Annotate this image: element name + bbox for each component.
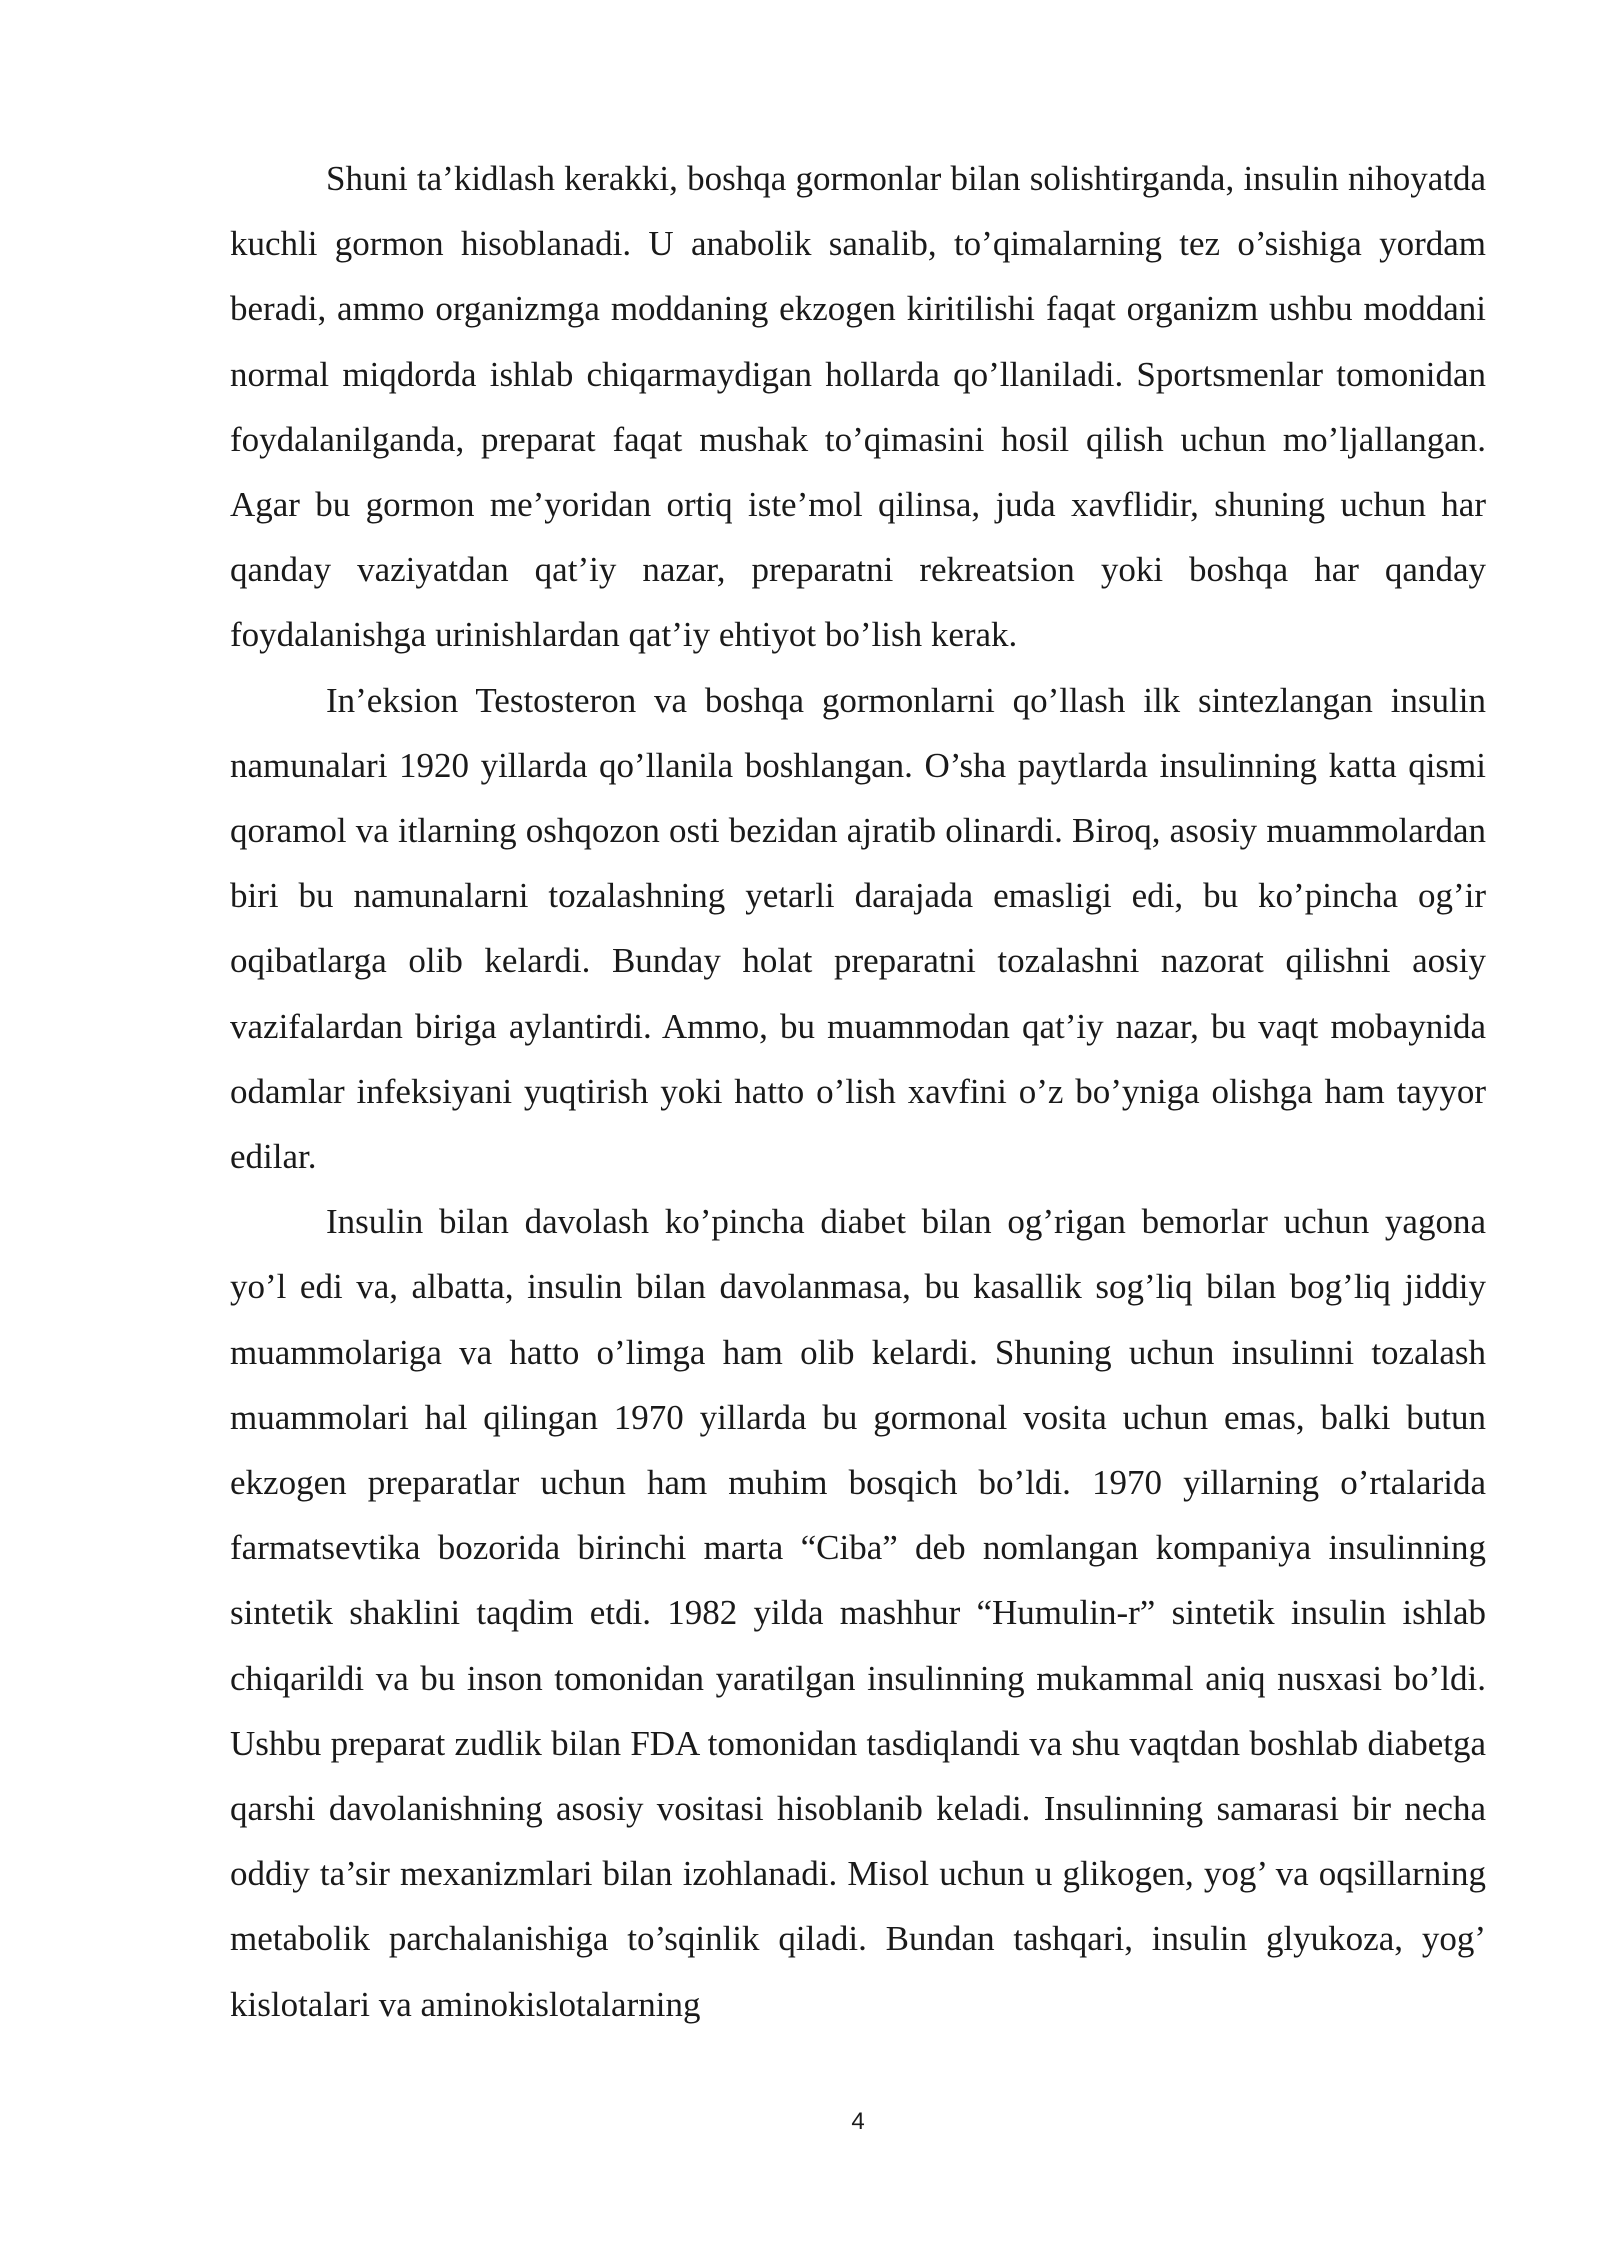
paragraph-3: Insulin bilan davolash ko’pincha diabet bilan og’rigan bemorlar uchun yagona yo’l edi va, albatta, insulin bilan davolanmasa, bu kasallik sog’liq bilan bog’liq jiddiy muammolariga va hatto o’limga ham olib kelardi. Shuning uchun insulinni tozalash muammolari hal qilingan 1970 yillarda bu gormonal vosita uchun emas, balki butun ekzogen preparatlar uchun ham muhim bosqich bo’ldi. 1970 yillarning o’rtalarida farmatsevtika bozorida birinchi marta “Ciba” deb nomlangan kompaniya insulinning sintetik shaklini taqdim etdi. 1982 yilda mashhur “Humulin-r” sintetik insulin ishlab chiqarildi va bu inson tomonidan yaratilgan insulinning mukammal aniq nusxasi bo’ldi. Ushbu preparat zudlik bilan FDA tomonidan tasdiqlandi va shu vaqtdan boshlab diabetga qarshi davolanishning asosiy vositasi hisoblanib keladi. Insulinning samarasi bir necha oddiy ta’sir mexanizmlari bilan izohlanadi. Misol uchun u glikogen, yog’ va oqsillarning metabolik parchalanishiga to’sqinlik qiladi. Bundan tashqari, insulin glyukoza, yog’ kislotalari va aminokislotalarning — [230, 1202, 1486, 2024]
document-body — [230, 146, 1486, 2037]
page-number: 4 — [851, 2108, 865, 2135]
paragraph-1: Shuni ta’kidlash kerakki, boshqa gormonlar bilan solishtirganda, insulin nihoyatda kuchli gormon hisoblanadi. U anabolik sanalib, to’qimalarning tez o’sishiga yordam beradi, ammo organizmga moddaning ekzogen kiritilishi faqat organizm ushbu moddani normal miqdorda ishlab chiqarmaydigan hollarda qo’llaniladi. Sportsmenlar tomonidan foydalanilganda, preparat faqat mushak to’qimasini hosil qilish uchun mo’ljallangan. Agar bu gormon me’yoridan ortiq iste’mol qilinsa, juda xavflidir, shuning uchun har qanday vaziyatdan qat’iy nazar, preparatni rekreatsion yoki boshqa har qanday foydalanishga urinishlardan qat’iy ehtiyot bo’lish kerak. — [230, 159, 1486, 655]
paragraph-2: In’eksion Testosteron va boshqa gormonlarni qo’llash ilk sintezlangan insulin namunalari 1920 yillarda qo’llanila boshlangan. O’sha paytlarda insulinning katta qismi qoramol va itlarning oshqozon osti bezidan ajratib olinardi. Biroq, asosiy muammolardan biri bu namunalarni tozalashning yetarli darajada emasligi edi, bu ko’pincha og’ir oqibatlarga olib kelardi. Bunday holat preparatni tozalashni nazorat qilishni aosiy vazifalardan biriga aylantirdi. Ammo, bu muammodan qat’iy nazar, bu vaqt mobaynida odamlar infeksiyani yuqtirish yoki hatto o’lish xavfini o’z bo’yniga olishga ham tayyor edilar. — [230, 680, 1486, 1177]
